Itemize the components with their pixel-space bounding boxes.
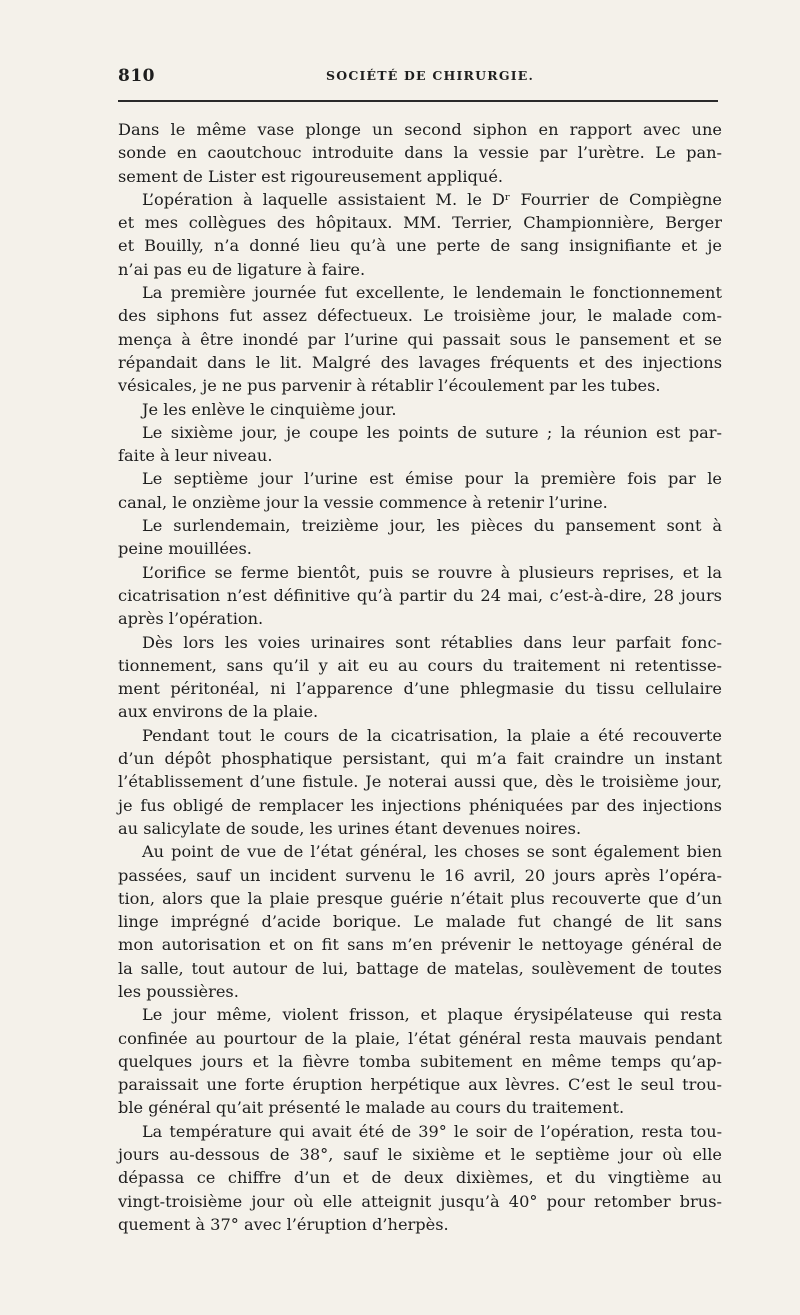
page-body: [118, 118, 722, 1236]
text-line: quement à 37° avec l’éruption d’herpès.: [118, 1214, 449, 1234]
paragraph: [118, 467, 722, 514]
text-line: La température qui avait été de 39° le soir de l’opération, resta tou-: [142, 1121, 722, 1141]
text-line: des siphons fut assez défectueux. Le troisième jour, le malade com-: [118, 306, 722, 326]
text-line: confinée au pourtour de la plaie, l’état général resta mauvais pendant: [118, 1028, 722, 1048]
text-line: L’orifice se ferme bientôt, puis se rouvre à plusieurs reprises, et la: [142, 562, 722, 582]
text-line: aux environs de la plaie.: [118, 702, 319, 722]
text-line: linge imprégné d’acide borique. Le malade fut changé de lit sans: [118, 912, 722, 932]
text-line: faite à leur niveau.: [118, 446, 273, 466]
text-line: et Bouilly, n’a donné lieu qu’à une perte de sang insignifiante et je: [118, 236, 722, 256]
paragraph: [118, 840, 722, 1003]
text-line: n’ai pas eu de ligature à faire.: [118, 259, 366, 279]
text-line: vésicales, je ne pus parvenir à rétablir l’écoulement par les tubes.: [118, 376, 661, 396]
text-line: après l’opération.: [118, 609, 264, 629]
text-line: je fus obligé de remplacer les injections phéniquées par des injections: [118, 795, 722, 815]
text-line: peine mouillées.: [118, 539, 252, 559]
text-line: répandait dans le lit. Malgré des lavages fréquents et des injections: [118, 352, 722, 372]
header-rule: [118, 100, 718, 102]
paragraph: [118, 1120, 722, 1236]
paragraph: [118, 421, 722, 468]
text-line: Le jour même, violent frisson, et plaque érysipélateuse qui resta: [142, 1005, 722, 1025]
page-header: [118, 66, 722, 92]
text-line: passées, sauf un incident survenu le 16 avril, 20 jours après l’opéra-: [118, 865, 722, 885]
text-line: jours au-dessous de 38°, sauf le sixième et le septième jour où elle: [118, 1145, 722, 1165]
paragraph: [118, 118, 722, 188]
text-line: canal, le onzième jour la vessie commence à retenir l’urine.: [118, 492, 608, 512]
page-number: 810: [118, 66, 155, 86]
text-line: quelques jours et la fièvre tomba subitement en même temps qu’ap-: [118, 1051, 722, 1071]
text-line: l’établissement d’une fistule. Je noterai aussi que, dès le troisième jour,: [118, 772, 722, 792]
text-line: sement de Lister est rigoureusement appliqué.: [118, 166, 504, 186]
paragraph: [118, 281, 722, 397]
paragraph: [118, 1003, 722, 1119]
book-page: [118, 66, 722, 1236]
text-line: ment péritonéal, ni l’apparence d’une phlegmasie du tissu cellulaire: [118, 679, 722, 699]
text-line: la salle, tout autour de lui, battage de matelas, soulèvement de toutes: [118, 958, 722, 978]
text-line: Dans le même vase plonge un second siphon en rapport avec une: [118, 120, 722, 139]
text-line: Pendant tout le cours de la cicatrisation, la plaie a été recouverte: [142, 725, 722, 745]
paragraph: [118, 724, 722, 840]
text-line: Le sixième jour, je coupe les points de suture ; la réunion est par-: [142, 422, 722, 442]
text-line: cicatrisation n’est définitive qu’à partir du 24 mai, c’est-à-dire, 28 jours: [118, 585, 722, 605]
text-line: d’un dépôt phosphatique persistant, qui m’a fait craindre un instant: [118, 749, 722, 769]
paragraph: [118, 398, 722, 421]
text-line: mença à être inondé par l’urine qui passait sous le pansement et se: [118, 329, 722, 349]
text-line: ble général qu’ait présenté le malade au cours du traitement.: [118, 1098, 625, 1118]
text-line: tionnement, sans qu’il y ait eu au cours du traitement ni retentisse-: [118, 655, 722, 675]
text-line: Au point de vue de l’état général, les choses se sont également bien: [142, 842, 722, 862]
text-line: tion, alors que la plaie presque guérie n’était plus recouverte que d’un: [118, 888, 722, 908]
text-line: les poussières.: [118, 981, 239, 1001]
paragraph: [118, 514, 722, 561]
text-line: vingt-troisième jour où elle atteignit jusqu’à 40° pour retomber brus-: [118, 1191, 722, 1211]
text-line: mon autorisation et on fit sans m’en prévenir le nettoyage général de: [118, 935, 722, 955]
paragraph: [118, 188, 722, 281]
text-line: sonde en caoutchouc introduite dans la vessie par l’urètre. Le pan-: [118, 143, 722, 163]
text-line: Le septième jour l’urine est émise pour la première fois par le: [142, 469, 722, 489]
text-line: Dès lors les voies urinaires sont rétablies dans leur parfait fonc-: [142, 632, 722, 652]
text-line: Je les enlève le cinquième jour.: [142, 399, 397, 419]
text-line: paraissait une forte éruption herpétique aux lèvres. C’est le seul trou-: [118, 1075, 722, 1095]
text-line: L’opération à laquelle assistaient M. le Dʳ Fourrier de Compiègne: [142, 189, 722, 209]
text-line: et mes collègues des hôpitaux. MM. Terrier, Championnière, Berger: [118, 213, 722, 233]
paragraph: [118, 631, 722, 724]
text-line: dépassa ce chiffre d’un et de deux dixièmes, et du vingtième au: [118, 1168, 722, 1188]
text-line: Le surlendemain, treizième jour, les pièces du pansement sont à: [142, 516, 722, 536]
paragraph: [118, 561, 722, 631]
running-title: SOCIÉTÉ DE CHIRURGIE.: [326, 68, 535, 83]
text-line: La première journée fut excellente, le lendemain le fonctionnement: [142, 283, 722, 303]
text-line: au salicylate de soude, les urines étant devenues noires.: [118, 818, 582, 838]
